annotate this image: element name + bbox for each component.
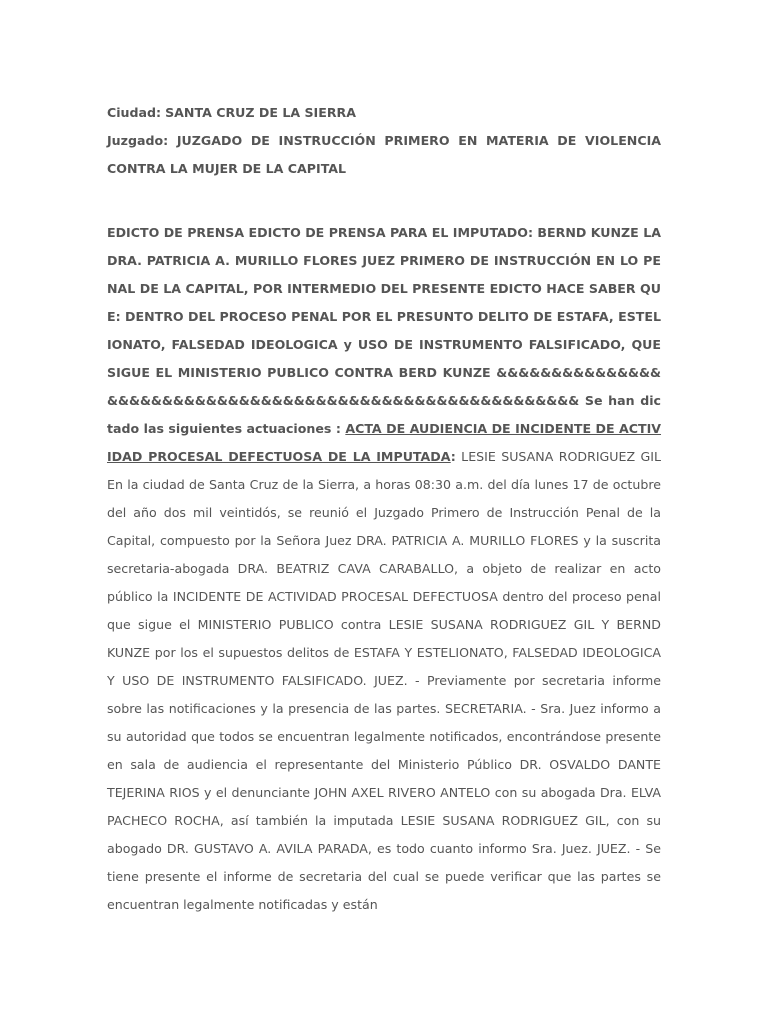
ciudad-label: Ciudad:: [107, 105, 162, 120]
edicto-acta-title: ACTA DE AUDIENCIA DE INCIDENTE DE ACTIVIDAD PROCESAL DEFECTUOSA DE LA IMPUTADA: [107, 421, 662, 464]
edicto-bold-intro: EDICTO DE PRENSA EDICTO DE PRENSA PARA EL IMPUTADO: BERND KUNZE LA DRA. PATRICIA A. MURILLO FLORES JUEZ PRIMERO DE INSTRUCCIÓN EN LO PENAL DE LA CAPITAL, POR INTERMEDIO DEL PRESENTE EDICTO HACE SABER QUE: DENTRO DEL PROCESO PENAL POR EL PRESUNTO DELITO DE ESTAFA, ESTELIONATO, FALSEDAD IDEOLOGICA y USO DE INSTRUMENTO FALSIFICADO, QUE SIGUE EL MINISTERIO PUBLICO CONTRA BERD KUNZE &&&&&&&&&&&&&&&&&&&&&&&&&&&&&&&&&&&&&&&&&&&&&&&&&&&&&&&&&& Se han dictado las siguientes actuaciones :: [107, 225, 661, 436]
ciudad-value: SANTA CRUZ DE LA SIERRA: [165, 105, 356, 120]
ciudad-line: [107, 99, 661, 127]
juzgado-value: JUZGADO DE INSTRUCCIÓN PRIMERO EN MATERIA DE VIOLENCIA CONTRA LA MUJER DE LA CAPITAL: [107, 133, 662, 176]
juzgado-line: [107, 127, 661, 183]
edicto-colon: :: [450, 449, 456, 464]
spacer-small: [107, 211, 661, 219]
juzgado-label: Juzgado:: [107, 133, 169, 148]
edicto-paragraph: [107, 219, 661, 919]
spacer: [107, 183, 661, 211]
edicto-body: LESIE SUSANA RODRIGUEZ GIL En la ciudad de Santa Cruz de la Sierra, a horas 08:30 a.m. del día lunes 17 de octubre del año dos mil veintidós, se reunió el Juzgado Primero de Instrucción Penal de la Capital, compuesto por la Señora Juez DRA. PATRICIA A. MURILLO FLORES y la suscrita secretaria-abogada DRA. BEATRIZ CAVA CARABALLO, a objeto de realizar en acto público la INCIDENTE DE ACTIVIDAD PROCESAL DEFECTUOSA dentro del proceso penal que sigue el MINISTERIO PUBLICO contra LESIE SUSANA RODRIGUEZ GIL Y BERND KUNZE por los el supuestos delitos de ESTAFA Y ESTELIONATO, FALSEDAD IDEOLOGICA Y USO DE INSTRUMENTO FALSIFICADO. JUEZ. - Previamente por secretaria informe sobre las notificaciones y la presencia de las partes. SECRETARIA. - Sra. Juez informo a su autoridad que todos se encuentran legalmente notificados, encontrándose presente en sala de audiencia el representante del Ministerio Público DR. OSVALDO DANTE TEJERINA RIOS y el denunciante JOHN AXEL RIVERO ANTELO con su abogada Dra. ELVA PACHECO ROCHA, así también la imputada LESIE SUSANA RODRIGUEZ GIL, con su abogado DR. GUSTAVO A. AVILA PARADA, es todo cuanto informo Sra. Juez. JUEZ. - Se tiene presente el informe de secretaria del cual se puede verificar que las partes se encuentran legalmente notificadas y están: [107, 449, 661, 912]
